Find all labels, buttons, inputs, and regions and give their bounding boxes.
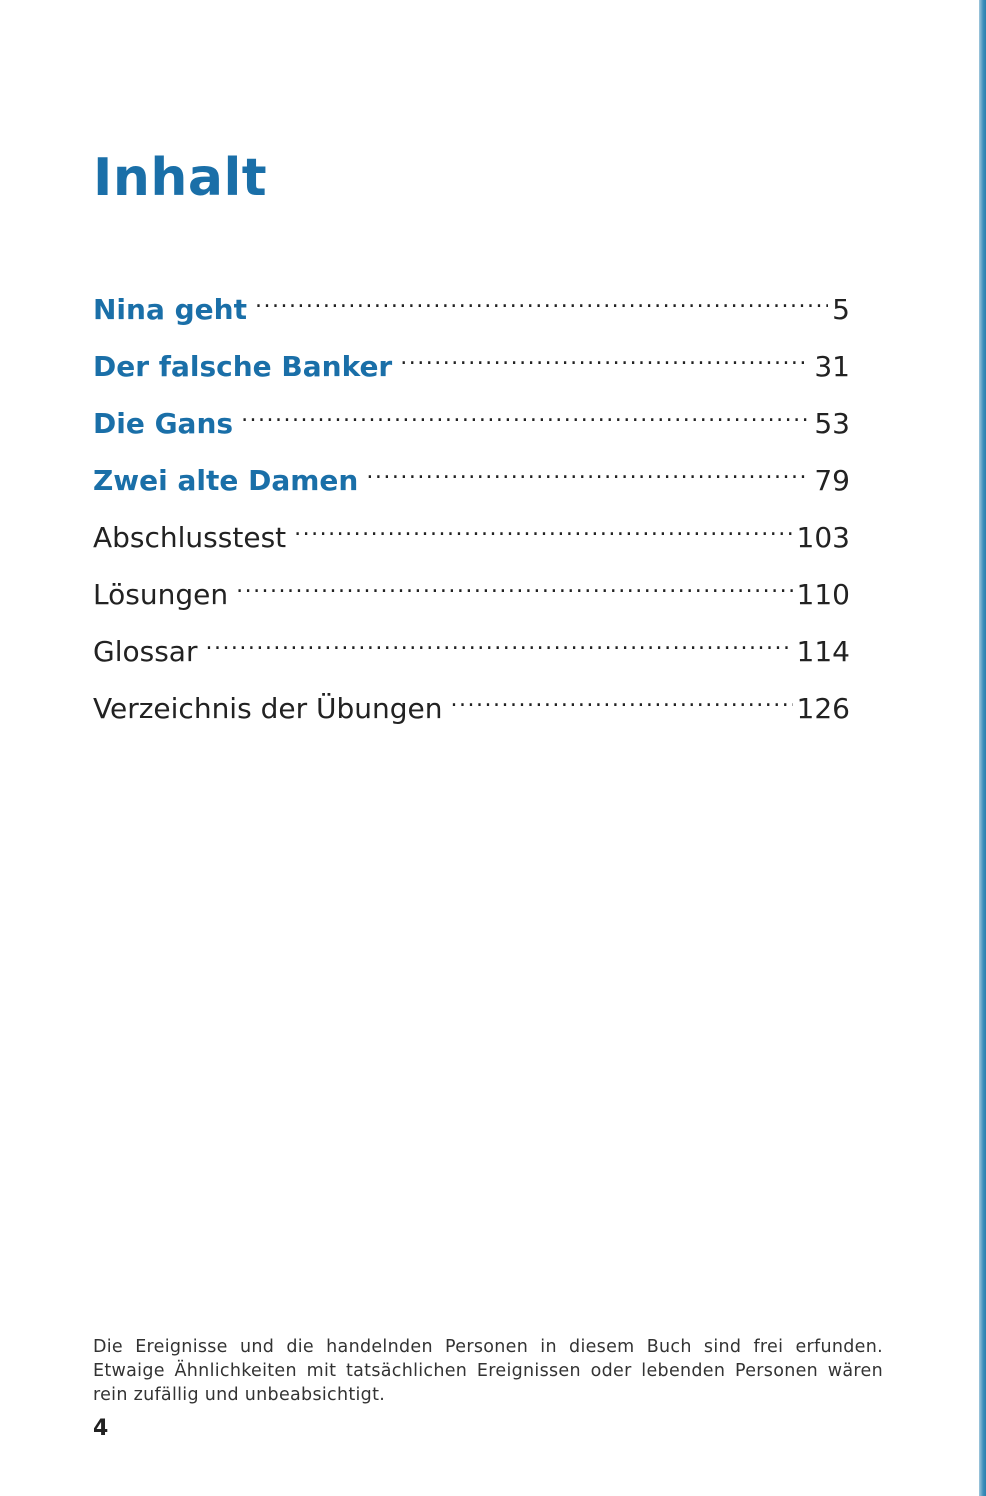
toc-entry-loesungen[interactable] bbox=[93, 575, 850, 632]
page-title: Inhalt bbox=[93, 148, 268, 208]
toc-entry-page: 53 bbox=[814, 407, 850, 440]
toc-entry-label: Lösungen bbox=[93, 578, 229, 611]
toc-dot-leader bbox=[451, 690, 793, 718]
toc-entry-label: Zwei alte Damen bbox=[93, 464, 359, 497]
toc-dot-leader bbox=[205, 633, 792, 661]
page-number: 4 bbox=[93, 1416, 109, 1441]
toc-entry-label: Verzeichnis der Übungen bbox=[93, 692, 443, 725]
table-of-contents bbox=[93, 290, 850, 746]
toc-dot-leader bbox=[294, 519, 792, 547]
toc-dot-leader bbox=[236, 576, 792, 604]
toc-entry-page: 110 bbox=[796, 578, 850, 611]
toc-dot-leader bbox=[400, 348, 810, 376]
toc-entry-label: Der falsche Banker bbox=[93, 350, 393, 383]
toc-entry-page: 103 bbox=[796, 521, 850, 554]
toc-entry-verzeichnis-der-uebungen[interactable] bbox=[93, 689, 850, 746]
toc-entry-label: Die Gans bbox=[93, 407, 234, 440]
disclaimer-text: Die Ereignisse und die handelnden Personen in diesem Buch sind frei erfunden. Etwaige Ähnlichkeiten mit tatsächlichen Ereignissen oder lebenden Personen wären rein zufällig und unbeabsichtigt. bbox=[93, 1336, 883, 1405]
toc-entry-page: 5 bbox=[832, 293, 850, 326]
toc-entry-abschlusstest[interactable] bbox=[93, 518, 850, 575]
toc-entry-nina-geht[interactable] bbox=[93, 290, 850, 347]
toc-dot-leader bbox=[366, 462, 810, 490]
toc-dot-leader bbox=[241, 405, 810, 433]
toc-entry-page: 79 bbox=[814, 464, 850, 497]
toc-entry-label: Nina geht bbox=[93, 293, 247, 326]
toc-entry-der-falsche-banker[interactable] bbox=[93, 347, 850, 404]
toc-entry-page: 126 bbox=[796, 692, 850, 725]
toc-entry-label: Glossar bbox=[93, 635, 198, 668]
toc-entry-glossar[interactable] bbox=[93, 632, 850, 689]
toc-entry-page: 114 bbox=[796, 635, 850, 668]
toc-entry-label: Abschlusstest bbox=[93, 521, 287, 554]
page-edge-stripe bbox=[979, 0, 986, 1496]
toc-entry-die-gans[interactable] bbox=[93, 404, 850, 461]
toc-entry-zwei-alte-damen[interactable] bbox=[93, 461, 850, 518]
toc-dot-leader bbox=[255, 291, 828, 319]
toc-entry-page: 31 bbox=[814, 350, 850, 383]
